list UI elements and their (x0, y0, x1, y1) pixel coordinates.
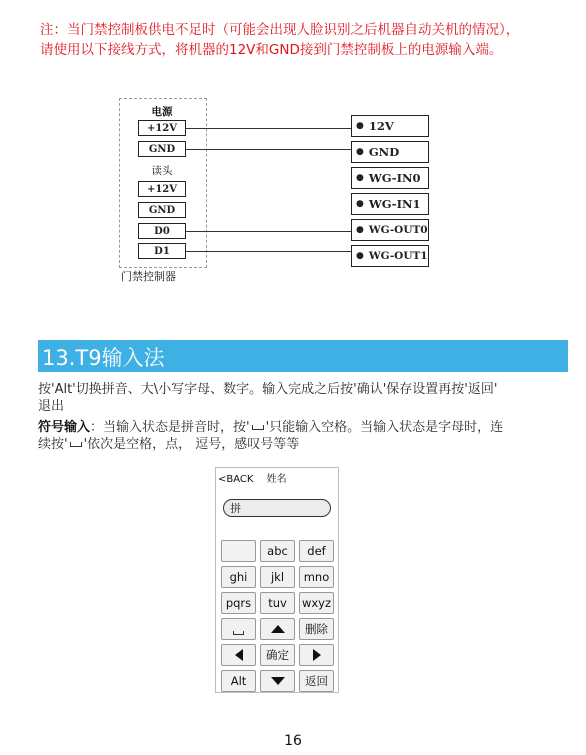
device-pin-12v: ● 12V (351, 115, 429, 137)
symbol-text-3: 续按' (38, 437, 68, 452)
screen-header (218, 470, 287, 485)
arrow-up-icon (271, 625, 285, 633)
section-title: 13.T9输入法 (42, 346, 165, 370)
wiring-diagram (0, 0, 586, 300)
wire-gnd (186, 149, 351, 150)
device-pin-wg-in1: ● WG-IN1 (351, 193, 429, 215)
wire-d0 (186, 231, 351, 232)
controller-pin-d0: D0 (138, 223, 186, 239)
key-confirm[interactable]: 确定 (260, 644, 295, 666)
pin-dot-icon: ● (356, 173, 364, 183)
input-mode-indicator: 拼 (230, 502, 241, 515)
alt-instructions-line-2: 退出 (38, 399, 65, 414)
device-pin-wg-out0: ● WG-OUT0 (351, 219, 429, 241)
back-button[interactable]: <BACK (218, 474, 254, 485)
t9-input-screen (215, 467, 339, 693)
arrow-left-icon (235, 649, 243, 661)
key-space[interactable] (221, 618, 256, 640)
page-number: 16 (284, 733, 302, 749)
key-jkl[interactable]: jkl (260, 566, 295, 588)
access-controller-label: 门禁控制器 (121, 270, 176, 283)
alt-instructions (38, 381, 565, 415)
key-left[interactable] (221, 644, 256, 666)
pin-dot-icon: ● (356, 199, 364, 209)
space-key-icon (233, 631, 244, 635)
key-abc[interactable]: abc (260, 540, 295, 562)
symbol-text-4: '依次是空格，点， 逗号，感叹号等等 (83, 437, 300, 452)
note-line-1: 注：当门禁控制板供电不足时（可能会出现人脸识别之后机器自动关机的情况）， (40, 22, 520, 38)
controller-pin-reader-12v: +12V (138, 181, 186, 197)
key-pqrs[interactable]: pqrs (221, 592, 256, 614)
text-input-field[interactable] (223, 499, 331, 517)
symbol-text-2: '只能输入空格。当输入状态是字母时，连 (265, 420, 504, 435)
key-tuv[interactable]: tuv (260, 592, 295, 614)
symbol-input-label: 符号输入 (38, 420, 91, 435)
controller-pin-power-12v: +12V (138, 120, 186, 136)
key-def[interactable]: def (299, 540, 334, 562)
pin-dot-icon: ● (356, 147, 364, 157)
arrow-down-icon (271, 677, 285, 685)
key-mno[interactable]: mno (299, 566, 334, 588)
key-wxyz[interactable]: wxyz (299, 592, 334, 614)
controller-pin-reader-gnd: GND (138, 202, 186, 218)
arrow-right-icon (313, 649, 321, 661)
wire-12v (186, 128, 351, 129)
reader-group-title: 读头 (151, 165, 173, 177)
key-down[interactable] (260, 670, 295, 692)
pin-dot-icon: ● (356, 121, 364, 131)
section-heading-bar (38, 340, 568, 372)
device-pin-gnd: ● GND (351, 141, 429, 163)
key-return[interactable]: 返回 (299, 670, 334, 692)
pin-dot-icon: ● (356, 225, 364, 235)
screen-title: 姓名 (266, 474, 287, 485)
alt-instructions-line-1: 按'Alt'切换拼音、大\小写字母、数字。输入完成之后按'确认'保存设置再按'返回' (38, 382, 498, 397)
power-group-title: 电源 (151, 106, 173, 118)
space-key-icon (252, 425, 264, 430)
controller-pin-d1: D1 (138, 243, 186, 259)
pin-dot-icon: ● (356, 251, 364, 261)
note-line-2: 请使用以下接线方式，将机器的12V和GND接到门禁控制板上的电源输入端。 (40, 42, 503, 58)
key-delete[interactable]: 删除 (299, 618, 334, 640)
key-alt[interactable]: Alt (221, 670, 256, 692)
space-key-icon (70, 442, 82, 447)
key-right[interactable] (299, 644, 334, 666)
key-ghi[interactable]: ghi (221, 566, 256, 588)
wire-d1 (186, 251, 351, 252)
symbol-input-instructions (38, 419, 565, 453)
t9-keypad (221, 540, 334, 692)
key-up[interactable] (260, 618, 295, 640)
symbol-text-1: ：当输入状态是拼音时，按' (90, 420, 250, 435)
controller-pin-power-gnd: GND (138, 141, 186, 157)
device-pin-wg-in0: ● WG-IN0 (351, 167, 429, 189)
device-pin-wg-out1: ● WG-OUT1 (351, 245, 429, 267)
key-blank[interactable] (221, 540, 256, 562)
